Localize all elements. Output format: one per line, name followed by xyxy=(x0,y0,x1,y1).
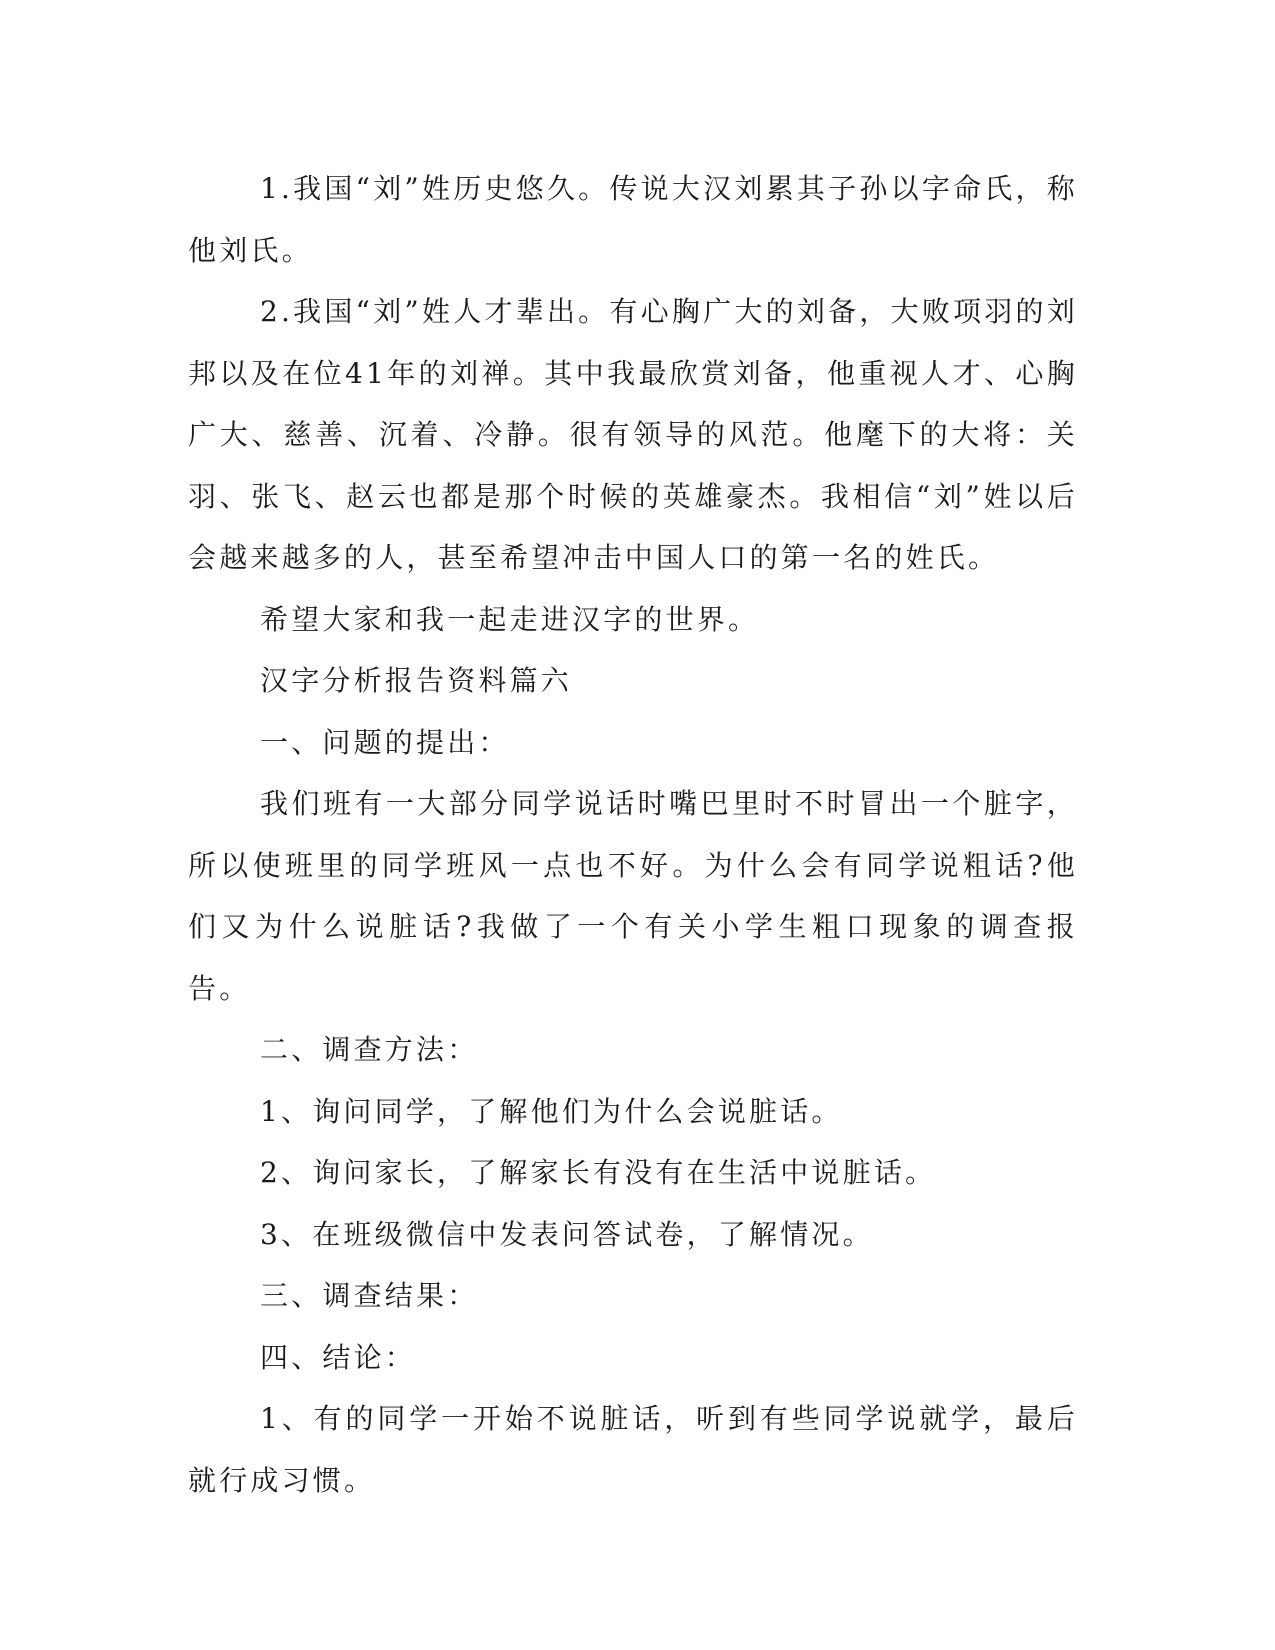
paragraph-problem: 我们班有一大部分同学说话时嘴巴里时不时冒出一个脏字，所以使班里的同学班风一点也不好。为什么会有同学说粗话?他们又为什么说脏话?我做了一个有关小学生粗口现象的调查报告。 xyxy=(188,787,1078,1005)
conclusion-item-1: 1、有的同学一开始不说脏话，听到有些同学说就学，最后就行成习惯。 xyxy=(188,1402,1078,1497)
paragraph-liu-history: 1.我国“刘”姓历史悠久。传说大汉刘累其子孙以字命氏，称他刘氏。 xyxy=(188,172,1078,267)
heading-results: 三、调查结果： xyxy=(260,1279,479,1312)
heading-conclusion: 四、结论： xyxy=(260,1340,417,1374)
paragraph-liu-talents: 2.我国“刘”姓人才辈出。有心胸广大的刘备，大败项羽的刘邦以及在位41年的刘禅。其中我最欣赏刘备，他重视人才、心胸广大、慈善、沉着、冷静。很有领导的风范。他麾下的大将：关羽、张飞、赵云也都是那个时候的英雄豪杰。我相信“刘”姓以后会越来越多的人，甚至希望冲击中国人口的第一名的姓氏。 xyxy=(188,295,1078,574)
paragraph-invitation: 希望大家和我一起走进汉字的世界。 xyxy=(260,602,760,636)
heading-problem: 一、问题的提出： xyxy=(260,725,510,759)
section-title: 汉字分析报告资料篇六 xyxy=(260,664,573,697)
method-item-2: 2、询问家长，了解家长有没有在生活中说脏话。 xyxy=(260,1156,937,1189)
method-item-3: 3、在班级微信中发表问答试卷，了解情况。 xyxy=(260,1217,874,1251)
document-body xyxy=(188,158,1078,1511)
heading-methods: 二、调查方法： xyxy=(260,1033,479,1066)
method-item-1: 1、询问同学，了解他们为什么会说脏话。 xyxy=(260,1094,843,1128)
